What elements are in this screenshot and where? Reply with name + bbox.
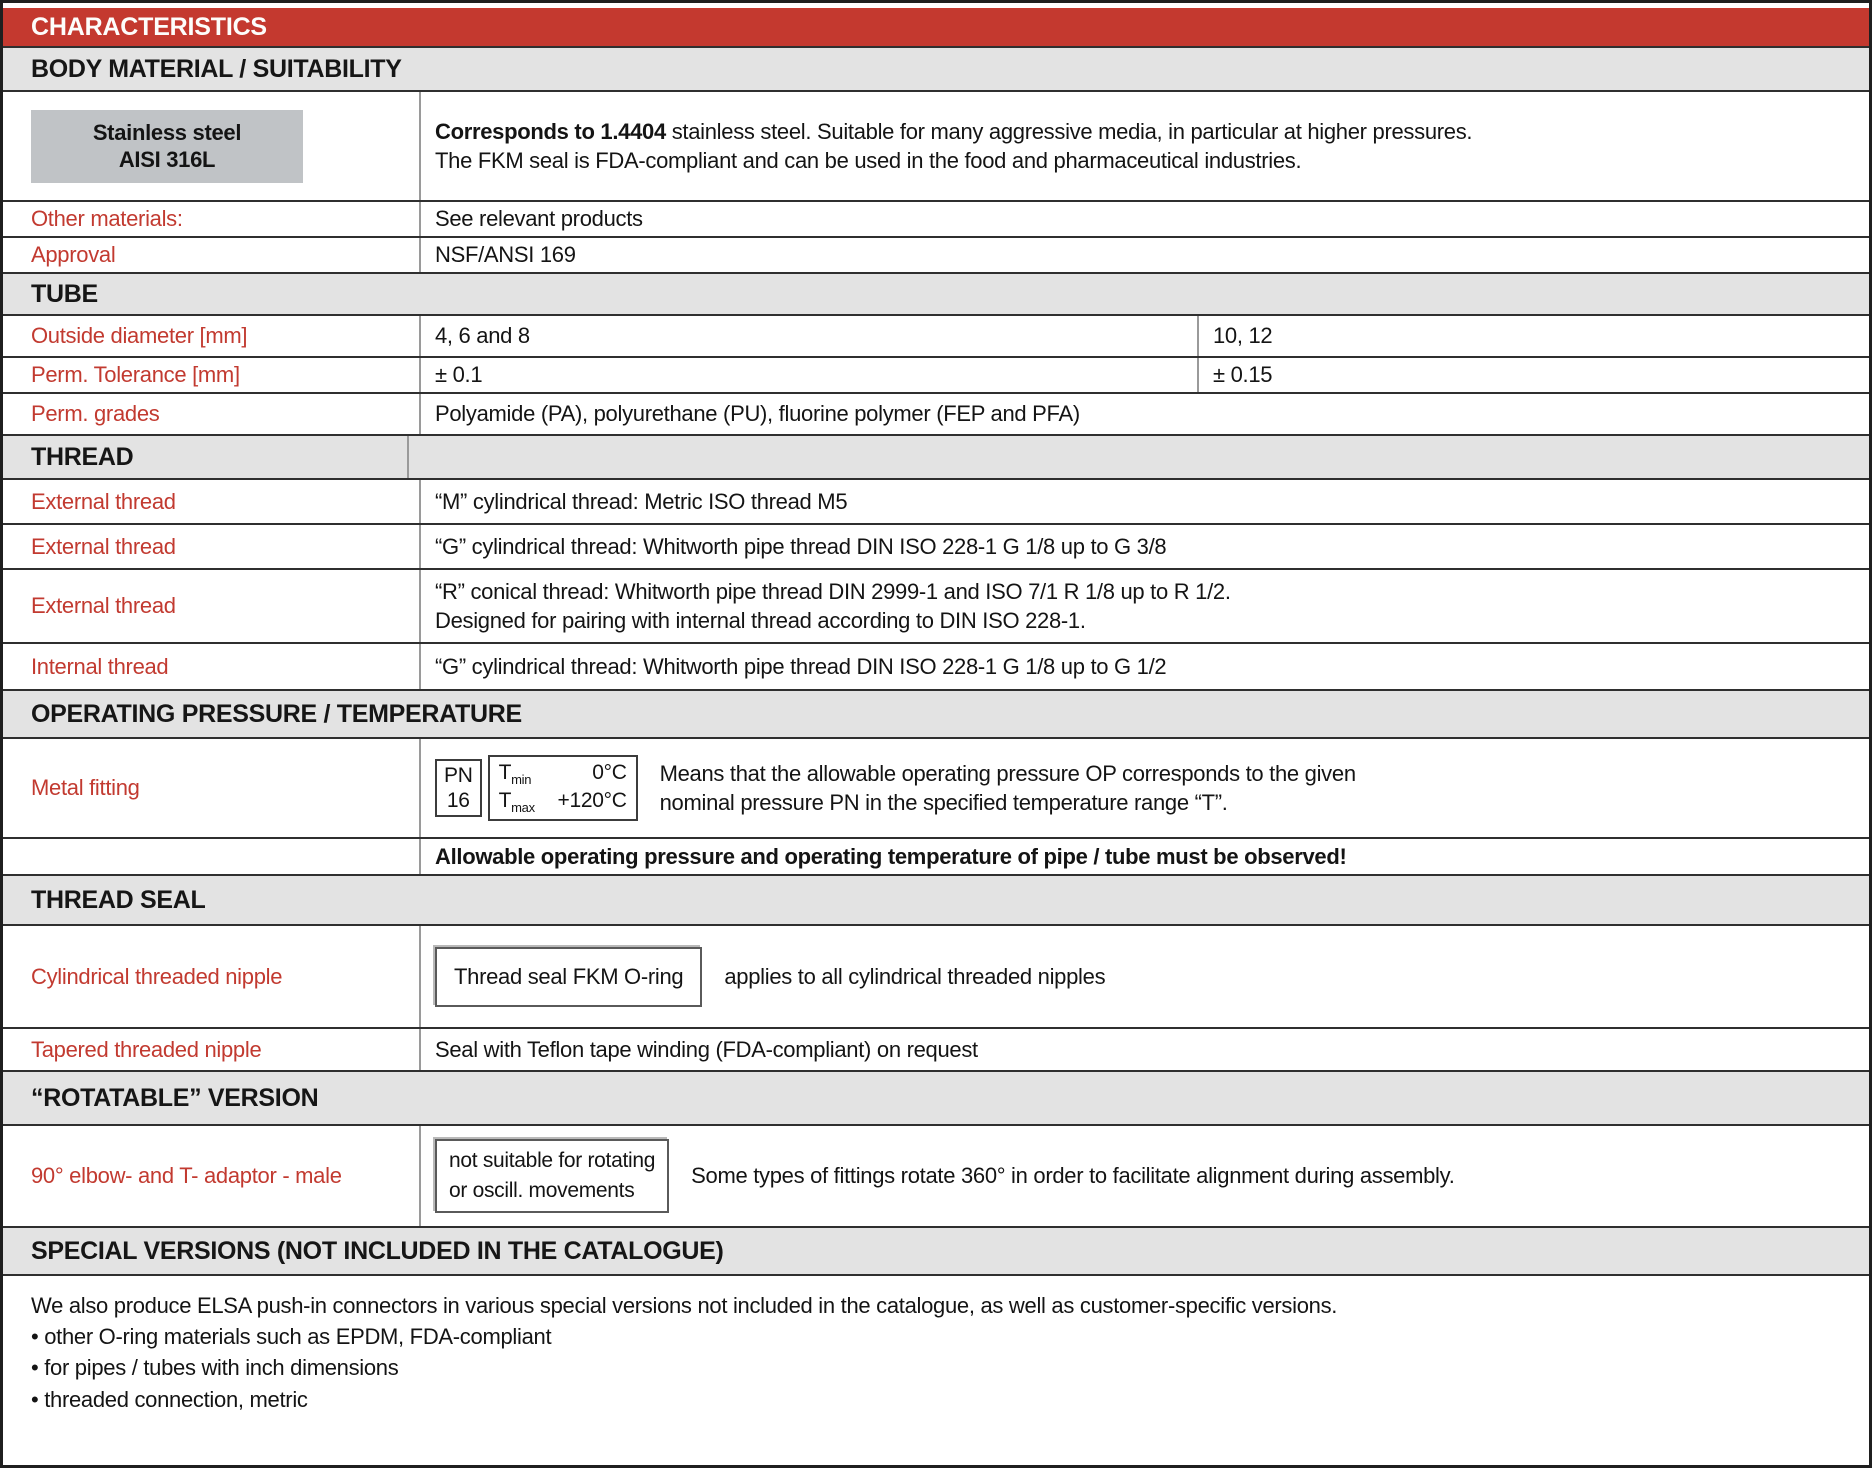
tmin-value: 0°C xyxy=(592,760,627,784)
description-line2: The FKM seal is FDA-compliant and can be used in the food and pharmaceutical industries. xyxy=(435,148,1302,173)
section-header-spacer xyxy=(409,436,437,478)
elbow-adaptor-label: 90° elbow- and T- adaptor - male xyxy=(3,1126,421,1226)
row-operating-note xyxy=(3,837,1869,874)
cylindrical-nipple-label: Cylindrical threaded nipple xyxy=(3,926,421,1027)
tmin-row xyxy=(499,760,627,788)
special-bullet-3: • threaded connection, metric xyxy=(31,1386,308,1412)
external-thread-label: External thread xyxy=(3,570,421,642)
outside-diameter-large: 10, 12 xyxy=(1213,323,1273,348)
row-external-thread-r xyxy=(3,568,1869,642)
special-versions-content xyxy=(3,1274,1869,1465)
not-rotatable-line1: not suitable for rotating xyxy=(449,1148,656,1172)
section-header-tube xyxy=(3,272,1869,314)
special-bullet-2: • for pipes / tubes with inch dimensions xyxy=(31,1355,399,1381)
badge-line2: AISI 316L xyxy=(118,147,216,172)
section-title: OPERATING PRESSURE / TEMPERATURE xyxy=(31,699,522,728)
row-internal-thread xyxy=(3,642,1869,689)
metal-fitting-value xyxy=(421,739,1869,837)
cylindrical-nipple-text: applies to all cylindrical threaded nipples xyxy=(724,963,1106,989)
operating-description xyxy=(660,759,1356,817)
elbow-adaptor-value xyxy=(421,1126,1869,1226)
description-rest: stainless steel. Suitable for many aggressive media, in particular at higher pressures. xyxy=(665,118,1473,144)
tapered-nipple-label: Tapered threaded nipple xyxy=(3,1029,421,1070)
badge-line1: Stainless steel xyxy=(92,119,242,145)
external-thread-label: External thread xyxy=(3,480,421,523)
row-perm-tolerance xyxy=(3,356,1869,392)
approval-value: NSF/ANSI 169 xyxy=(435,242,576,267)
section-header-thread xyxy=(3,434,1869,478)
section-header-rotatable xyxy=(3,1070,1869,1124)
section-title: BODY MATERIAL / SUITABILITY xyxy=(31,54,402,83)
row-external-thread-m xyxy=(3,478,1869,523)
page-title: CHARACTERISTICS xyxy=(31,12,267,41)
perm-tolerance-label: Perm. Tolerance [mm] xyxy=(3,358,421,392)
outside-diameter-small: 4, 6 and 8 xyxy=(421,316,1199,356)
section-title: “ROTATABLE” VERSION xyxy=(31,1083,319,1112)
section-title: TUBE xyxy=(31,279,98,308)
pn-label: PN xyxy=(444,763,473,787)
operating-desc-line2: nominal pressure PN in the specified temperature range “T”. xyxy=(659,790,1228,815)
special-bullet-1: • other O-ring materials such as EPDM, FDA-compliant xyxy=(31,1324,552,1350)
perm-grades-label: Perm. grades xyxy=(3,394,421,434)
perm-tolerance-small: ± 0.1 xyxy=(421,358,1199,392)
row-external-thread-g xyxy=(3,523,1869,568)
stainless-label-cell xyxy=(3,92,421,200)
fkm-oring-box: Thread seal FKM O-ring xyxy=(435,947,702,1007)
section-header-characteristics xyxy=(3,8,1869,46)
row-tapered-nipple xyxy=(3,1027,1869,1070)
r-thread-line2: Designed for pairing with internal thread according to DIN ISO 228-1. xyxy=(435,608,1086,633)
row-cylindrical-nipple xyxy=(3,924,1869,1027)
empty-label-cell xyxy=(3,839,421,874)
special-intro: We also produce ELSA push-in connectors in various special versions not included in the catalogue, as well as customer-specific versions. xyxy=(31,1293,1338,1318)
elbow-adaptor-text: Some types of fittings rotate 360° in order to facilitate alignment during assembly. xyxy=(691,1163,1455,1188)
cylindrical-nipple-value xyxy=(421,926,1869,1027)
stainless-steel-badge xyxy=(31,110,303,183)
stainless-description-cell xyxy=(421,92,1869,200)
section-header-special-versions xyxy=(3,1226,1869,1274)
operating-note: Allowable operating pressure and operating temperature of pipe / tube must be observed! xyxy=(435,843,1347,869)
not-rotatable-line2: or oscill. movements xyxy=(449,1179,635,1202)
row-metal-fitting xyxy=(3,737,1869,837)
external-thread-g-value: “G” cylindrical thread: Whitworth pipe thread DIN ISO 228-1 G 1/8 up to G 3/8 xyxy=(435,533,1167,559)
external-thread-r-value xyxy=(421,570,1869,642)
row-elbow-adaptor xyxy=(3,1124,1869,1226)
metal-fitting-label: Metal fitting xyxy=(3,739,421,837)
r-thread-line1: “R” conical thread: Whitworth pipe thread DIN 2999-1 and ISO 7/1 R 1/8 up to R 1/2. xyxy=(435,578,1231,604)
internal-thread-label: Internal thread xyxy=(3,644,421,689)
perm-tolerance-large: ± 0.15 xyxy=(1213,362,1273,387)
description-line1 xyxy=(435,117,1472,146)
row-stainless-steel xyxy=(3,90,1869,200)
not-rotatable-box xyxy=(435,1139,669,1214)
outside-diameter-label: Outside diameter [mm] xyxy=(3,316,421,356)
other-materials-label: Other materials: xyxy=(3,202,421,236)
row-approval xyxy=(3,236,1869,272)
pn-rating-box xyxy=(435,759,482,817)
perm-grades-value: Polyamide (PA), polyurethane (PU), fluorine polymer (FEP and PFA) xyxy=(435,401,1080,426)
section-header-body-material xyxy=(3,46,1869,90)
external-thread-label: External thread xyxy=(3,525,421,568)
other-materials-value: See relevant products xyxy=(435,206,643,231)
section-title: SPECIAL VERSIONS (NOT INCLUDED IN THE CATALOGUE) xyxy=(31,1236,724,1265)
description-bold: Corresponds to 1.4404 xyxy=(435,118,666,144)
row-outside-diameter xyxy=(3,314,1869,356)
internal-thread-value: “G” cylindrical thread: Whitworth pipe thread DIN ISO 228-1 G 1/8 up to G 1/2 xyxy=(435,653,1167,679)
pn-value: 16 xyxy=(446,789,470,812)
section-title: THREAD xyxy=(3,436,409,478)
tmin-label: $T_{min}$ xyxy=(498,760,532,787)
approval-label: Approval xyxy=(3,238,421,272)
tmax-value: +120°C xyxy=(557,789,627,812)
operating-desc-line1: Means that the allowable operating pressure OP corresponds to the given xyxy=(659,760,1356,786)
tmax-row xyxy=(499,788,627,816)
external-thread-m-value: “M” cylindrical thread: Metric ISO thread M5 xyxy=(435,488,848,514)
section-header-operating xyxy=(3,689,1869,737)
row-other-materials xyxy=(3,200,1869,236)
tapered-nipple-value: Seal with Teflon tape winding (FDA-compliant) on request xyxy=(435,1036,978,1062)
section-header-thread-seal xyxy=(3,874,1869,924)
section-title: THREAD SEAL xyxy=(31,885,206,914)
row-perm-grades xyxy=(3,392,1869,434)
tmax-label: $T_{max}$ xyxy=(498,789,535,816)
temperature-range-box xyxy=(488,755,638,822)
